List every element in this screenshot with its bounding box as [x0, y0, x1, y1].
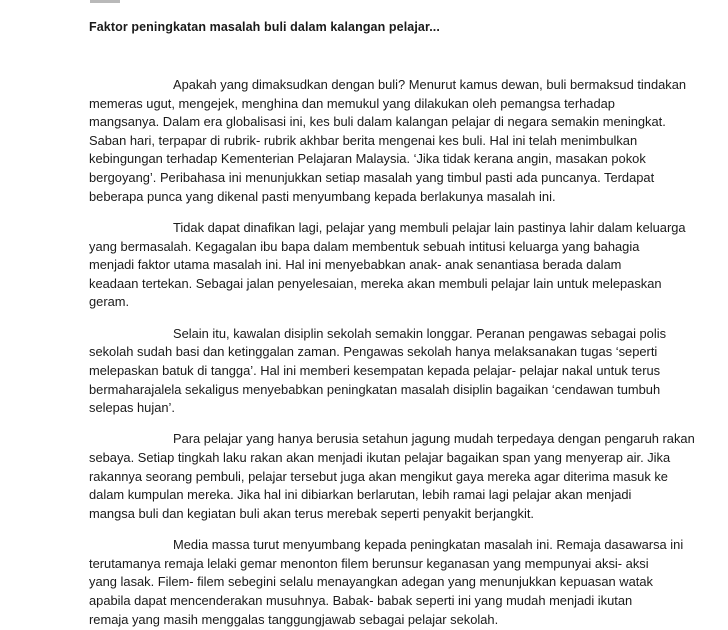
paragraph-line: keadaan tertekan. Sebagai jalan penyelesaian, mereka akan membuli pelajar lain untuk melepaskan	[89, 275, 662, 291]
paragraph-line: rakannya seorang pembuli, pelajar tersebut juga akan mengikut gaya mereka agar diterima masuk ke	[89, 468, 668, 484]
paragraph-line: Para pelajar yang hanya berusia setahun jagung mudah terpedaya dengan pengaruh rakan	[173, 431, 695, 447]
paragraph-line: yang bermasalah. Kegagalan ibu bapa dalam membentuk sebuah intitusi keluarga yang bahagia	[89, 238, 640, 254]
paragraph-line: memeras ugut, mengejek, menghina dan memukul yang dilakukan oleh pemangsa terhadap	[89, 95, 615, 111]
paragraph-line: kebingungan terhadap Kementerian Pelajaran Malaysia. ‘Jika tidak kerana angin, masakan pokok	[89, 151, 646, 167]
document-body	[89, 76, 695, 630]
document-title: Faktor peningkatan masalah buli dalam kalangan pelajar...	[89, 20, 440, 34]
paragraph-family-factor	[89, 219, 686, 312]
paragraph-line: Media massa turut menyumbang kepada peningkatan masalah ini. Remaja dasawarsa ini	[173, 537, 684, 553]
paragraph-line: bergoyang’. Peribahasa ini menunjukkan setiap masalah yang timbul pasti ada puncanya. Terdapat	[89, 169, 655, 185]
paragraph-line: Saban hari, terpapar di rubrik- rubrik akhbar berita mengenai kes buli. Hal ini telah menimbulkan	[89, 132, 638, 148]
paragraph-peer-factor	[89, 430, 695, 523]
paragraph-line: geram.	[89, 294, 130, 310]
paragraph-line: dalam kumpulan mereka. Jika hal ini dibiarkan berlarutan, lebih ramai lagi pelajar akan menjadi	[89, 487, 632, 503]
paragraph-discipline-factor	[89, 325, 667, 418]
paragraph-line: melepaskan batuk di tangga’. Hal ini memberi kesempatan kepada pelajar- pelajar nakal untuk terus	[89, 362, 661, 378]
paragraph-media-factor	[89, 536, 684, 629]
paragraph-line: bermaharajalela sekaligus menyebabkan peningkatan masalah disiplin bagaikan ‘cendawan tumbuh	[89, 381, 661, 397]
paragraph-line: sekolah sudah basi dan ketinggalan zaman. Pengawas sekolah hanya melaksanakan tugas ‘seperti	[89, 344, 658, 360]
paragraph-line: yang lasak. Filem- filem sebegini selalu menayangkan adegan yang menunjukkan kepuasan watak	[89, 574, 653, 590]
paragraph-line: Selain itu, kawalan disiplin sekolah semakin longgar. Peranan pengawas sebagai polis	[173, 325, 667, 341]
paragraph-line: beberapa punca yang dikenal pasti menyumbang kepada berlakunya masalah ini.	[89, 188, 556, 204]
paragraph-line: remaja yang masih menggalas tanggungjawab sebagai pelajar sekolah.	[89, 611, 499, 627]
paragraph-line: selepas hujan’.	[89, 400, 175, 416]
paragraph-line: Tidak dapat dinafikan lagi, pelajar yang membuli pelajar lain pastinya lahir dalam keluarga	[173, 219, 686, 235]
paragraph-line: Apakah yang dimaksudkan dengan buli? Menurut kamus dewan, buli bermaksud tindakan	[173, 77, 687, 92]
paragraph-line: sebaya. Setiap tingkah laku rakan akan menjadi ikutan pelajar bagaikan span yang menyerap air. Jika	[89, 450, 671, 466]
paragraph-line: apabila dapat mencenderakan musuhnya. Babak- babak seperti ini yang mudah menjadi ikutan	[89, 593, 633, 609]
paragraph-introduction	[89, 76, 687, 206]
paragraph-line: terutamanya remaja lelaki gemar menonton filem berunsur keganasan yang mempunyai aksi- aksi	[89, 555, 649, 571]
paragraph-line: mangsa buli dan kegiatan buli akan terus merebak seperti penyakit berjangkit.	[89, 505, 534, 521]
paragraph-line: menjadi faktor utama masalah ini. Hal ini menyebabkan anak- anak senantiasa berada dalam	[89, 257, 622, 273]
scan-artifact	[90, 0, 120, 3]
paragraph-line: mangsanya. Dalam era globalisasi ini, kes buli dalam kalangan pelajar di negara semakin meningkat.	[89, 114, 666, 130]
